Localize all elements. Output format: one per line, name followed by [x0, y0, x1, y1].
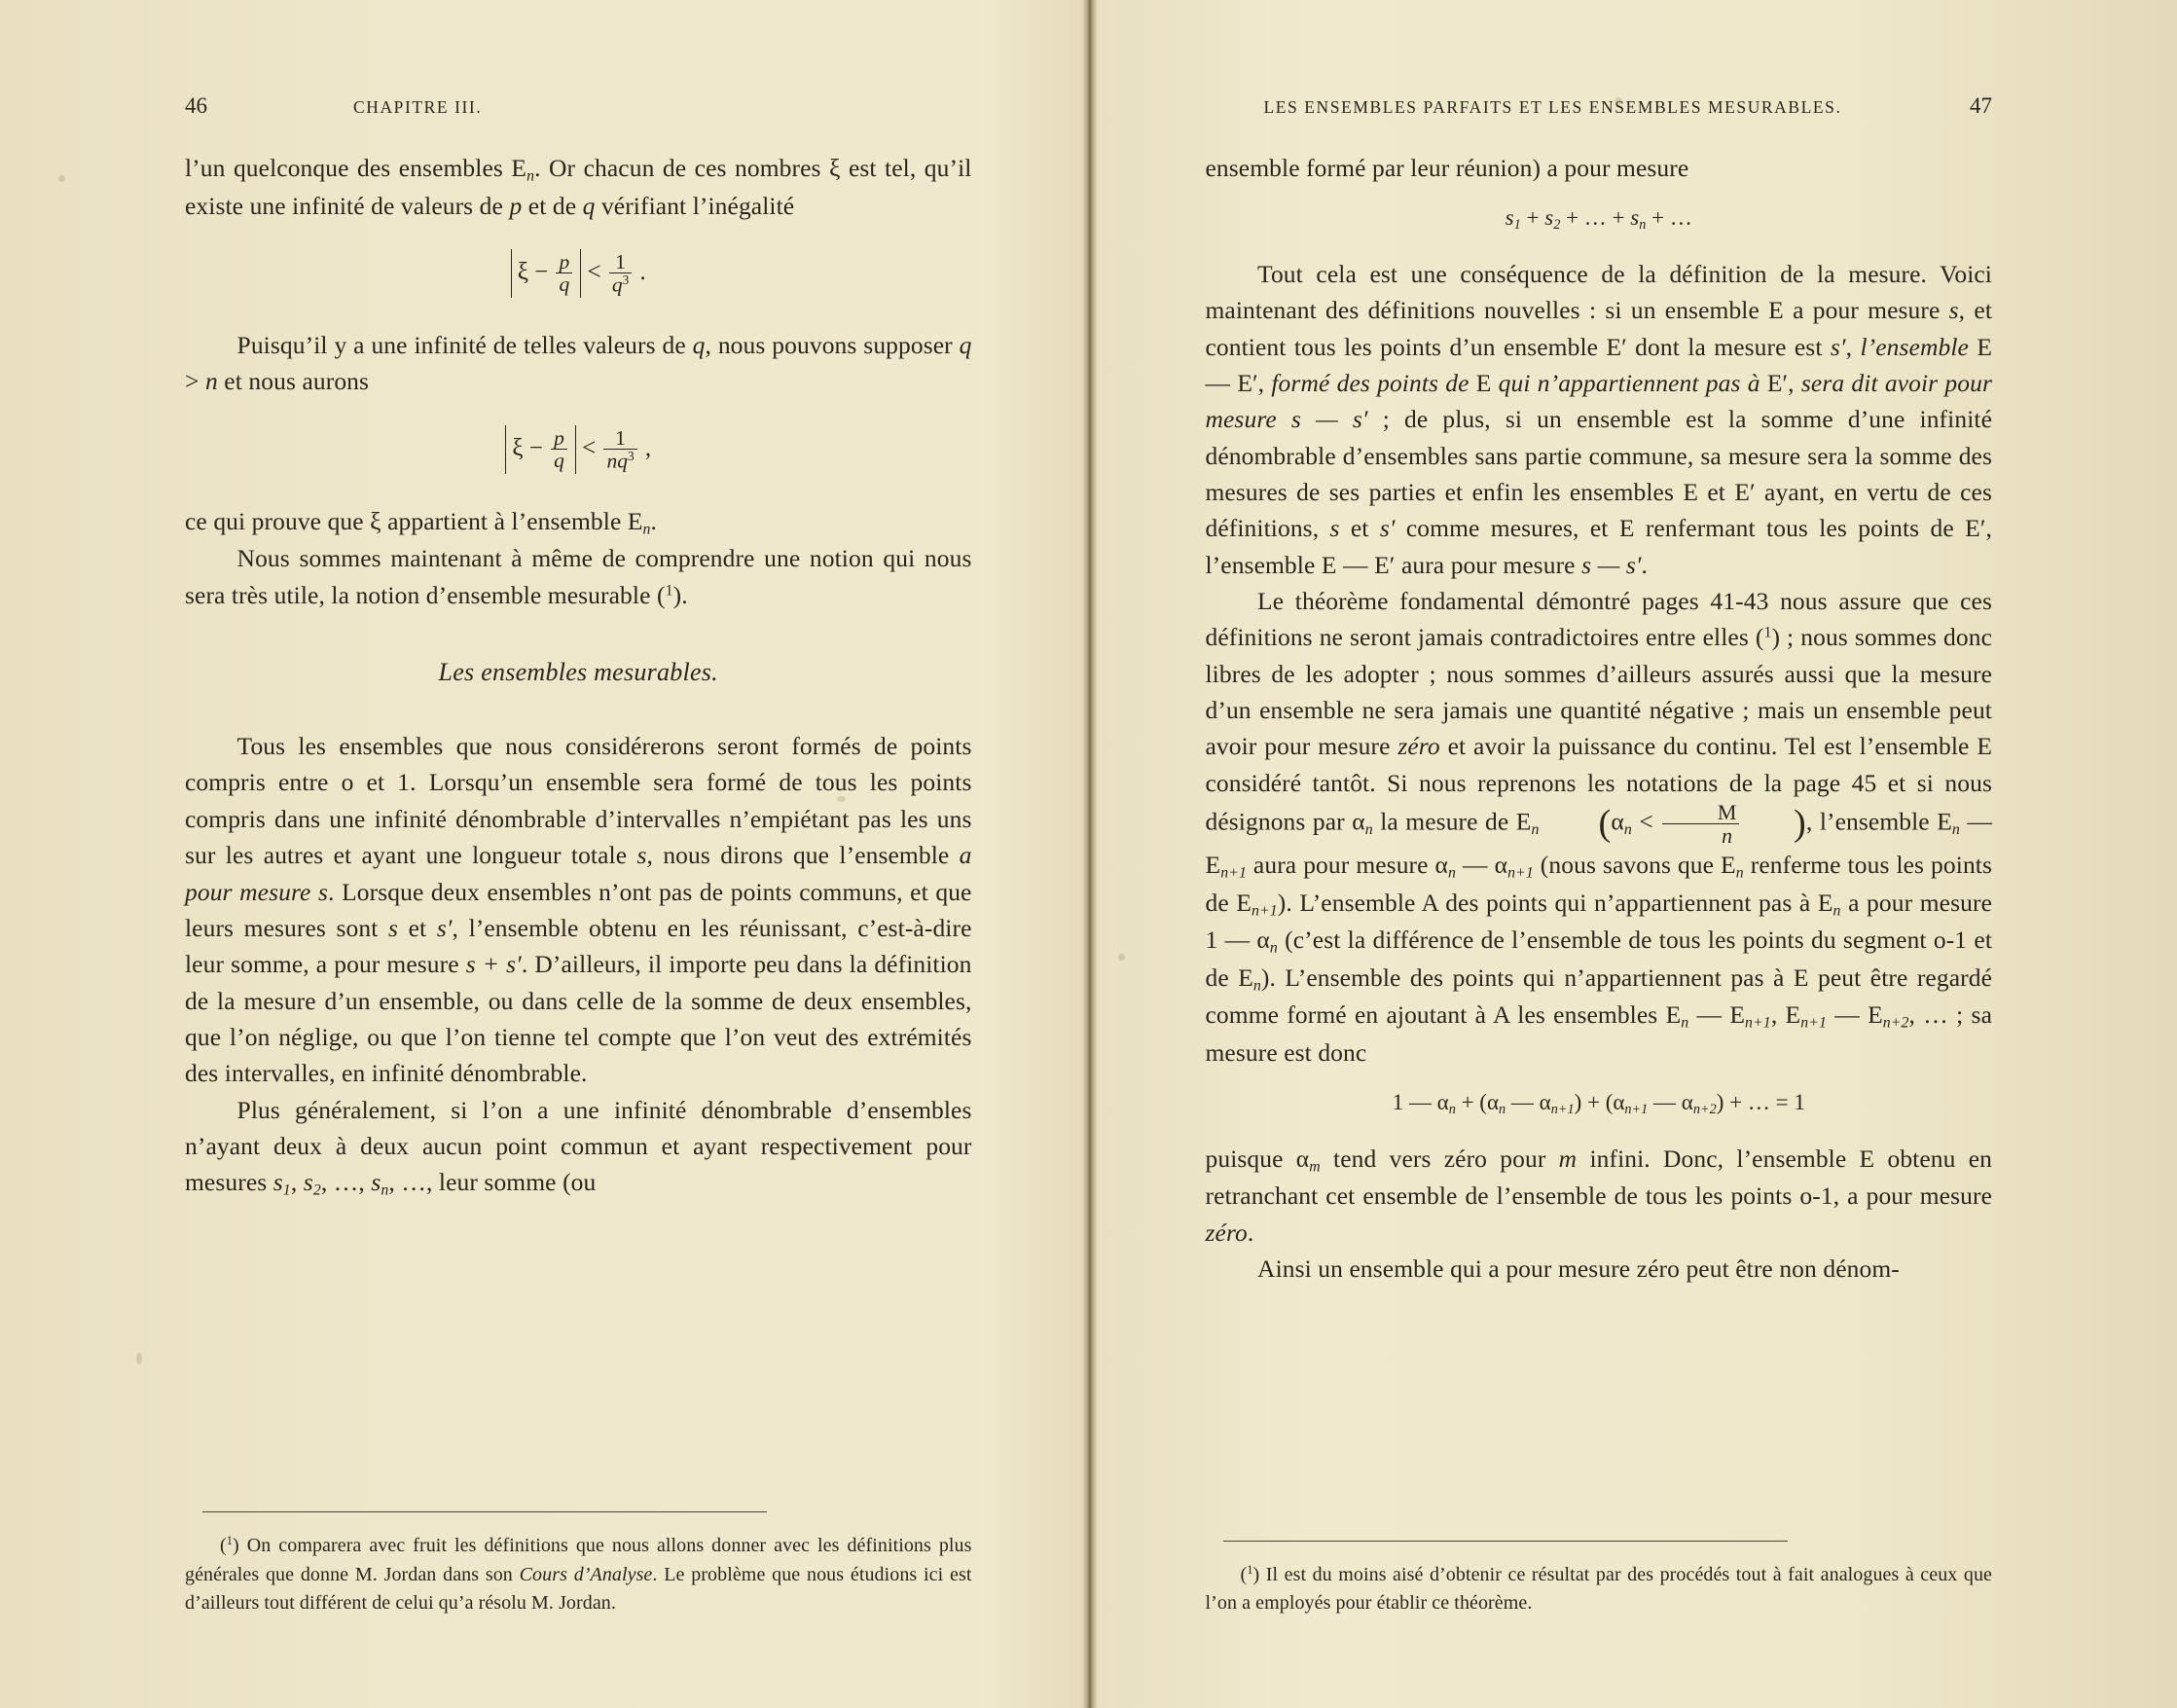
left-page-header: [185, 93, 972, 117]
equation-2: ξ − $\frac{p}{q}$ < $\frac{1}{nq^3}$ ,: [185, 425, 972, 474]
right-footnote-text: ($^1$) Il est du moins aisé d’obtenir ce résultat par des procédés tout à fait analogues à ceux que l’on a employés pour établir ce théorème.: [1205, 1563, 1992, 1615]
paper-speck: [1118, 954, 1125, 961]
paper-speck: [136, 1353, 142, 1364]
right-paragraph-1: Tout cela est une conséquence de la définition de la mesure. Voici maintenant des définitions nouvelles : si un ensemble E a pour mesure s, et contient tous les points d’un ensemble E′ dont la mesure est s′, l’ensemble E — E′, formé des points de E qui n’appartiennent pas à E′, sera dit avoir pour mesure s — s′ ; de plus, si un ensemble est la somme d’une infinité dénombrable d’ensembles sans partie commune, sa mesure sera la somme des mesures de ses parties et enfin les ensembles E et E′ ayant, en vertu de ces définitions, s et s′ comme mesures, et E renfermant tous les points de E′, l’ensemble E — E′ aura pour mesure s — s′.: [1205, 259, 1993, 579]
paragraph-3: ce qui prouve que ξ appartient à l’ensemble $E_n$.: [185, 506, 658, 538]
section-subhead: Les ensembles mesurables.: [438, 658, 718, 687]
left-folio: 46: [185, 93, 207, 118]
right-paragraph-2: Le théorème fondamental démontré pages 41-43 nous assure que ces définitions ne seront jamais contradictoires entre elles ($^1$) ; nous sommes donc libres de les adopter ; nous sommes d’ailleurs assurés aussi que la mesure d’un ensemble ne sera jamais une quantité négative ; mais un ensemble peut avoir pour mesure zéro et avoir la puissance du continu. Tel est l’ensemble E considéré tantôt. Si nous reprenons les notations de la page 45 et si nous désignons par $\alpha_n$ la mesure de $E_n$ ($\alpha_n$ < $\frac{M}{n}$ ), l’ensemble $E_n$ — $E_{n+1}$ aura pour mesure $\alpha_n$ — $\alpha_{n+1}$ (nous savons que $E_n$ renferme tous les points de $E_{n+1}$). L’ensemble A des points qui n’appartiennent pas à $E_n$ a pour mesure 1 — $\alpha_n$ (c’est la différence de l’ensemble de tous les points du segment o-1 et de $E_n$). L’ensemble des points qui n’appartiennent pas à E peut être regardé comme formé en ajoutant à A les ensembles $E_n$ — $E_{n+1}$, $E_{n+1}$ — $E_{n+2}$, … ; sa mesure est donc: [1205, 586, 1993, 1067]
right-page: [1089, 0, 2177, 1708]
footnote-rule: [202, 1511, 767, 1512]
equation-1: ξ − $\frac{p}{q}$ < $\frac{1}{q^3}$ .: [185, 249, 972, 298]
left-footnote-area: [185, 1511, 972, 1618]
paragraph-6: Plus généralement, si l’on a une infinité dénombrable d’ensembles n’ayant deux à deux aucun point commun et ayant respectivement pour mesures $s_1$, $s_2$, …, $s_n$, …, leur somme (ou: [185, 1095, 972, 1199]
left-running-head: CHAPITRE III.: [353, 97, 483, 117]
series-equation: $s_1 + s_2$ + … + $s_n$ + …: [1505, 205, 1692, 234]
right-footnote: [1206, 1561, 1993, 1618]
right-first-line: ensemble formé par leur réunion) a pour mesure: [1205, 154, 1689, 182]
right-paragraph-3: puisque $\alpha_m$ tend vers zéro pour m infini. Donc, l’ensemble E obtenu en retranchant cet ensemble de l’ensemble de tous les points o-1, a pour mesure zéro.: [1205, 1144, 1993, 1247]
right-folio: 47: [1970, 93, 1992, 118]
paragraph-4: Nous sommes maintenant à même de comprendre une notion qui nous sera très utile, la notion d’ensemble mesurable ($^1$).: [185, 544, 972, 609]
right-footnote-area: [1206, 1541, 1993, 1618]
paragraph-2: Puisqu’il y a une infinité de telles valeurs de q, nous pouvons supposer q > n et nous aurons: [185, 331, 972, 396]
left-footnote: [185, 1532, 972, 1618]
right-running-head: LES ENSEMBLES PARFAITS ET LES ENSEMBLES MESURABLES.: [1263, 97, 1842, 117]
footnote-rule: [1223, 1541, 1788, 1542]
right-paragraph-4: Ainsi un ensemble qui a pour mesure zéro peut être non dénom-: [1257, 1254, 1900, 1284]
paper-speck: [58, 175, 65, 182]
paragraph-1: l’un quelconque des ensembles $E_n$. Or chacun de ces nombres ξ est tel, qu’il existe une infinité de valeurs de p et de q vérifiant l’inégalité: [185, 154, 972, 220]
left-footnote-text: ($^1$) On comparera avec fruit les définitions que nous allons donner avec les définitions plus générales que donne M. Jordan dans son Cours d’Analyse. Le problème que nous étudions ici est d’ailleurs tout différent de celui qu’a résolu M. Jordan.: [185, 1534, 972, 1615]
right-page-header: [1206, 93, 1993, 117]
paragraph-5: Tous les ensembles que nous considérerons seront formés de points compris entre o et 1. Lorsqu’un ensemble sera formé de tous les points compris dans une infinité dénombrable d’intervalles n’empiétant pas les uns sur les autres et ayant une longueur totale s, nous dirons que l’ensemble a pour mesure s. Lorsque deux ensembles n’ont pas de points communs, et que leurs mesures sont s et s′, l’ensemble obtenu en les réunissant, c’est-à-dire leur somme, a pour mesure s + s′. D’ailleurs, il importe peu dans la définition de la mesure d’un ensemble, ou dans celle de la somme de deux ensembles, que l’on néglige, ou que l’on tienne tel compte que l’on veut des extrémités des intervalles, en infinité dénombrable.: [185, 732, 972, 1088]
measure-equation: 1 — $\alpha_n + (\alpha_n$ — $\alpha_{n+1}) + (\alpha_{n+1}$ — $\alpha_{n+2}$) + … = 1: [1392, 1090, 1805, 1118]
